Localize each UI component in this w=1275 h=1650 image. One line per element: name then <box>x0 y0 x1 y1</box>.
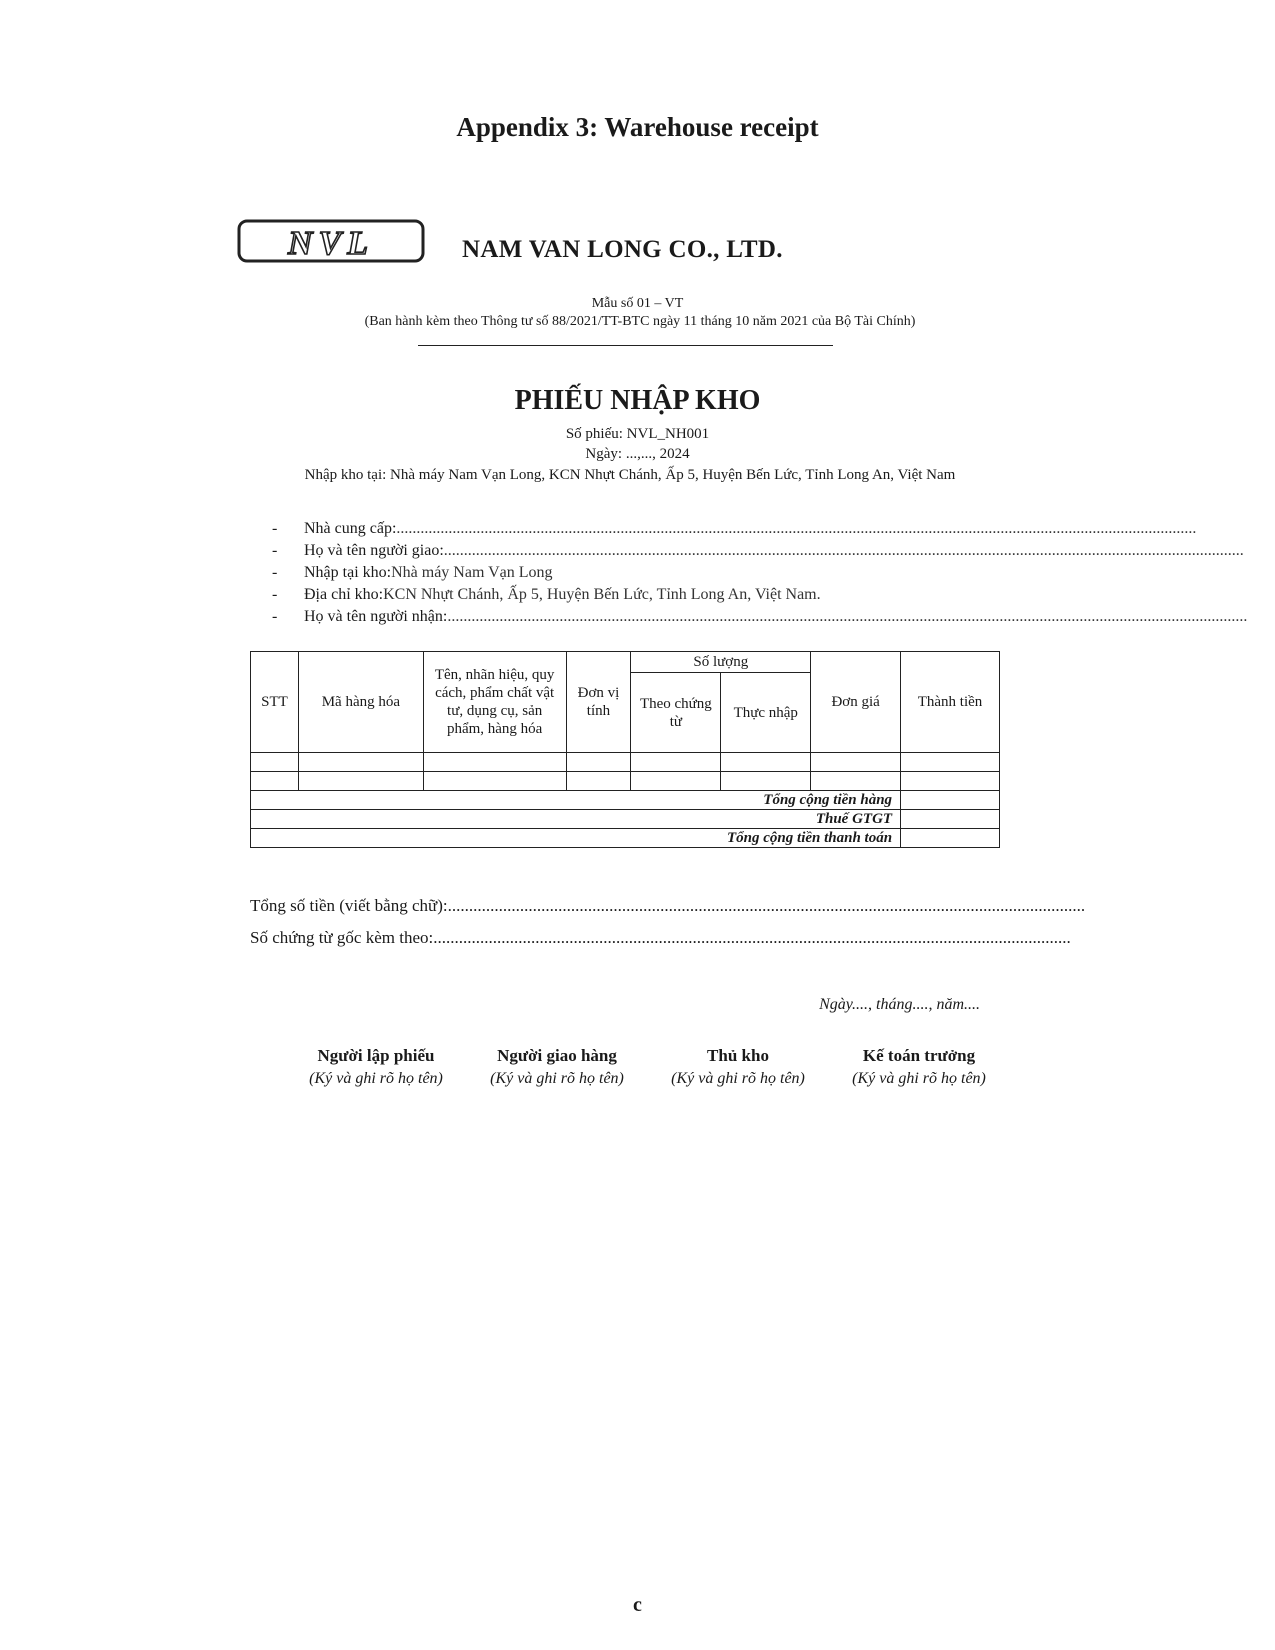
vat-label: Thuế GTGT <box>251 810 901 829</box>
signature-role: Người giao hàng <box>497 1046 617 1065</box>
receipt-date: Ngày: ...,..., 2024 <box>585 446 690 462</box>
info-supplier: - Nhà cung cấp: ........................................................................................................................................................................................................ <box>272 518 992 540</box>
info-receiver: - Họ và tên người nhận: ........................................................................................................................................................................................................ <box>272 606 992 628</box>
header-code: Mã hàng hóa <box>298 652 423 753</box>
signature-role: Kế toán trưởng <box>862 1046 976 1065</box>
info-value: Nhà máy Nam Vạn Long <box>391 564 553 581</box>
summary-row-total <box>251 829 1000 848</box>
page-number: c <box>633 1594 642 1616</box>
info-label: Họ và tên người giao: <box>304 542 444 559</box>
header-quantity: Số lượng <box>631 652 811 673</box>
info-deliverer: - Họ và tên người giao: ........................................................................................................................................................................................................ <box>272 540 992 562</box>
signature-date-line: Ngày...., tháng...., năm.... <box>819 996 980 1013</box>
document-title: PHIẾU NHẬP KHO <box>514 385 761 416</box>
header-amount: Thành tiền <box>901 652 1000 753</box>
total-in-words-label: Tổng số tiền (viết bằng chữ): <box>250 896 448 915</box>
nvl-logo-icon <box>237 217 427 267</box>
receipt-number: Số phiếu: NVL_NH001 <box>565 426 710 442</box>
info-label: Họ và tên người nhận: <box>304 608 448 625</box>
info-label: Nhà cung cấp: <box>304 520 397 537</box>
info-value: ........................................................................................................................................................................................................ <box>443 542 1244 559</box>
header-name: Tên, nhãn hiệu, quy cách, phẩm chất vật tư, dụng cụ, sản phẩm, hàng hóa <box>423 652 566 753</box>
header-qty-doc: Theo chứng từ <box>631 673 721 753</box>
signature-role: Thủ kho <box>707 1046 769 1065</box>
company-name: NAM VAN LONG CO., LTD. <box>462 236 783 263</box>
receipt-location: Nhập kho tại: Nhà máy Nam Vạn Long, KCN Nhựt Chánh, Ấp 5, Huyện Bến Lức, Tỉnh Long An, Việt Nam <box>304 467 956 483</box>
info-value: KCN Nhựt Chánh, Ấp 5, Huyện Bến Lức, Tỉnh Long An, Việt Nam. <box>383 586 821 603</box>
signature-hint: (Ký và ghi rõ họ tên) <box>852 1070 986 1087</box>
total-in-words-line <box>250 896 1086 916</box>
info-label: Địa chỉ kho: <box>304 586 384 603</box>
header-unit: Đơn vị tính <box>566 652 631 753</box>
summary-row-vat <box>251 810 1000 829</box>
issued-by-note: (Ban hành kèm theo Thông tư số 88/2021/TT-BTC ngày 11 tháng 10 năm 2021 của Bộ Tài Chính) <box>364 314 916 329</box>
dotted-leader: ...................................................................................................................................................... <box>433 928 1071 947</box>
signature-hint: (Ký và ghi rõ họ tên) <box>490 1070 624 1087</box>
info-value: ........................................................................................................................................................................................................ <box>447 608 1248 625</box>
info-list <box>272 518 1248 628</box>
subtotal-label: Tổng cộng tiền hàng <box>251 791 901 810</box>
header-stt: STT <box>251 652 299 753</box>
signature-hint: (Ký và ghi rõ họ tên) <box>671 1070 805 1087</box>
original-docs-line <box>250 928 1071 948</box>
receipt-table <box>250 651 1000 848</box>
divider <box>418 345 833 346</box>
original-docs-label: Số chứng từ gốc kèm theo: <box>250 928 434 947</box>
signature-deliverer <box>467 1046 647 1088</box>
svg-text:NVL: NVL <box>288 225 374 262</box>
summary-row-subtotal <box>251 791 1000 810</box>
dotted-leader: ...................................................................................................................................................... <box>447 896 1086 915</box>
appendix-title: Appendix 3: Warehouse receipt <box>456 112 819 142</box>
header-qty-actual: Thực nhập <box>721 673 811 753</box>
signature-hint: (Ký và ghi rõ họ tên) <box>309 1070 443 1087</box>
signature-chief-accountant <box>829 1046 1009 1088</box>
info-warehouse: - Nhập tại kho: Nhà máy Nam Vạn Long <box>272 562 992 584</box>
form-number: Mẫu số 01 – VT <box>591 296 684 311</box>
signature-preparer <box>286 1046 466 1088</box>
table-row <box>251 753 1000 772</box>
signature-role: Người lập phiếu <box>317 1046 435 1065</box>
total-label: Tổng cộng tiền thanh toán <box>251 829 901 848</box>
info-label: Nhập tại kho: <box>304 564 392 581</box>
header-price: Đơn giá <box>811 652 901 753</box>
table-row <box>251 772 1000 791</box>
signature-storekeeper <box>648 1046 828 1088</box>
info-warehouse-address: - Địa chỉ kho: KCN Nhựt Chánh, Ấp 5, Huyện Bến Lức, Tỉnh Long An, Việt Nam. <box>272 584 992 606</box>
info-value: ........................................................................................................................................................................................................ <box>396 520 1197 537</box>
